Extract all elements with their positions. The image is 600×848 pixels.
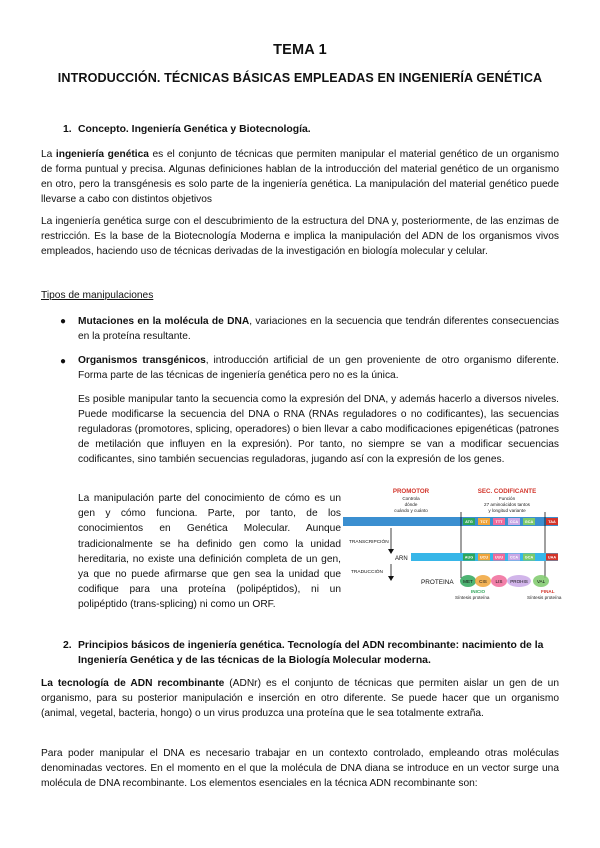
dna-codon-label-0: ATG <box>465 519 473 524</box>
dna-codon-label-3: CCA <box>509 519 519 524</box>
paragraph-definition-pre: La <box>41 149 56 160</box>
term-mutaciones: Mutaciones en la molécula de DNA <box>78 316 250 327</box>
translation-arrowhead <box>388 576 394 581</box>
promotor-label: PROMOTOR <box>392 488 430 495</box>
rna-codon-label-4: GCA <box>524 555 534 560</box>
paragraph-definition <box>41 147 559 207</box>
final-label: FINAL <box>541 589 555 594</box>
bullet-dot-2: ● <box>60 356 67 367</box>
rna-codon-label-3: CCA <box>509 555 519 560</box>
promotor-sub1: Controla <box>402 496 420 501</box>
dna-codon-label-2: TTT <box>495 519 503 524</box>
section-1-title: Concepto. Ingeniería Genética y Biotecnología. <box>78 124 311 135</box>
proteina-label: PROTEINA <box>421 579 454 586</box>
dna-codon-label-5: TAA <box>548 519 556 524</box>
section-2-number: 2. <box>63 640 72 651</box>
rna-codon-label-1: UCU <box>479 555 489 560</box>
section-1-number: 1. <box>63 124 72 135</box>
paragraph-adn-recombinante-text: (ADNr) es el conjunto de técnicas que permiten aislar un gen de un organismo, para su posterior manipulación e inserción en otro diferente. Se puede hacer que un organismo (animal, vegetal, bacteria, hongo) o un virus produzca una proteína que le sea totalmente extraña. <box>41 678 559 720</box>
paragraph-gene-definition: La manipulación parte del conocimiento de cómo es un gen y cómo funciona. Parte, por tanto, de los conocimientos en Genética Molecular. Aunque tradicionalmente se ha definido gen como la unidad hereditaria, no existe una definición completa de un gen, ya que no puede afirmarse que gen sea la unidad que codifique para una proteína (polipéptidos), ni un polipéptido (trans-splicing) ni como un ORF. <box>78 493 341 611</box>
paragraph-adn-recombinante <box>41 676 559 721</box>
rna-codon-label-5: UAA <box>547 555 557 560</box>
bullet-item-mutaciones-text: , variaciones en la secuencia que tendrán diferentes consecuencias en la proteína resultante. <box>78 316 560 342</box>
page-title: TEMA 1 <box>273 42 327 58</box>
dna-codon-label-4: GCA <box>524 519 534 524</box>
term-ingenieria-genetica: ingeniería genética <box>55 149 149 160</box>
seccod-label: SEC. CODIFICANTE <box>477 488 537 495</box>
bullet-item-mutaciones <box>78 314 559 344</box>
bullet-item-transgenicos-text: , introducción artificial de un gen proveniente de otro organismo diferente. Forma parte de las técnicas de ingeniería genética pero no es la única. <box>78 355 559 381</box>
bullet-dot-1: ● <box>60 316 67 327</box>
protein-chain <box>460 575 549 587</box>
transcription-arrowhead <box>388 549 394 554</box>
arn-label: ARN <box>395 556 408 562</box>
paragraph-origin: La ingeniería genética surge con el descubrimiento de la estructura del DNA y, posteriormente, de las enzimas de restricción. Es la base de la Biotecnología Moderna e implica la manipulación del ADN de los organismos vivos empleados, haciendo uso de técnicas derivadas de la investigación en biología molecular y celular. <box>41 216 559 258</box>
amino-label-4: VAL <box>536 579 546 584</box>
seccod-sub2: 27 aminoácidos tantos <box>484 502 530 507</box>
rna-codon-label-2: UUU <box>494 555 504 560</box>
section-2-heading <box>63 638 560 668</box>
section-2-title: Principios básicos de ingeniería genética. Tecnología del ADN recombinante: nacimiento de la Ingeniería Genética y de las técnicas de la Biología Molecular moderna. <box>78 640 544 666</box>
rna-codon-label-0: AUG <box>464 555 474 560</box>
seccod-sub3: y longitud variante <box>488 508 526 513</box>
term-adn-recombinante: La tecnología de ADN recombinante <box>41 678 225 689</box>
inicio-sub: Síntesis proteína <box>455 595 490 600</box>
gene-expression-diagram <box>343 486 562 600</box>
promotor-sub3: cuándo y cuánto <box>394 508 428 513</box>
amino-label-0: MET <box>463 579 473 584</box>
seccod-sub1: Función <box>498 496 516 501</box>
traduccion-label: TRADUCCIÓN <box>351 570 383 575</box>
amino-label-1: CIS <box>479 579 487 584</box>
paragraph-expression: Es posible manipular tanto la secuencia como la expresión del DNA, y además hacerlo a diversos niveles. Puede modificarse la secuencia del DNA o RNA (RNAs reguladores o no codificantes), las secuencias reguladoras (promotores, splicing, operadores) o bien llevar a cabo modificaciones epigenéticas (patrones de metilación que influyen en la expresión). Por tanto, no siempre se van a modificar secuencias codificantes, sino también secuencias reguladoras, jugando así con la expresión de los genes. <box>78 394 559 465</box>
paragraph-definition-text: es el conjunto de técnicas que permiten manipular el material genético de un organismo de forma puntual y precisa. Algunas definiciones hablan de la introducción del material genético de un organismo en otro, pero la transgénesis es solo parte de la ingeniería genética. La manipulación del material genético puede llevarse a cabo con distintos objetivos <box>41 149 560 206</box>
amino-label-2: LIS <box>495 579 503 584</box>
transcripcion-label: TRANSCRIPCIÓN <box>349 540 389 545</box>
page-subtitle: INTRODUCCIÓN. TÉCNICAS BÁSICAS EMPLEADAS EN INGENIERÍA GENÉTICA <box>57 71 543 85</box>
final-sub: Síntesis proteína <box>527 595 562 600</box>
subheading-tipos: Tipos de manipulaciones <box>41 290 154 301</box>
paragraph-vectores: Para poder manipular el DNA es necesario trabajar en un contexto controlado, empleando otras moléculas denominadas vectores. En el momento en el que la molécula de DNA diana se introduce en un vector surge una molécula de DNA recombinante. Los elementos esenciales en la técnica ADN recombinante son: <box>41 748 559 790</box>
term-transgenicos: Organismos transgénicos <box>78 355 206 366</box>
promotor-sub2: dónde <box>404 502 418 507</box>
section-1-heading <box>63 122 311 137</box>
bullet-item-transgenicos <box>78 353 559 383</box>
amino-label-3: PROHIS <box>510 579 528 584</box>
inicio-label: INICIO <box>471 589 486 594</box>
dna-codon-label-1: TCT <box>480 519 488 524</box>
